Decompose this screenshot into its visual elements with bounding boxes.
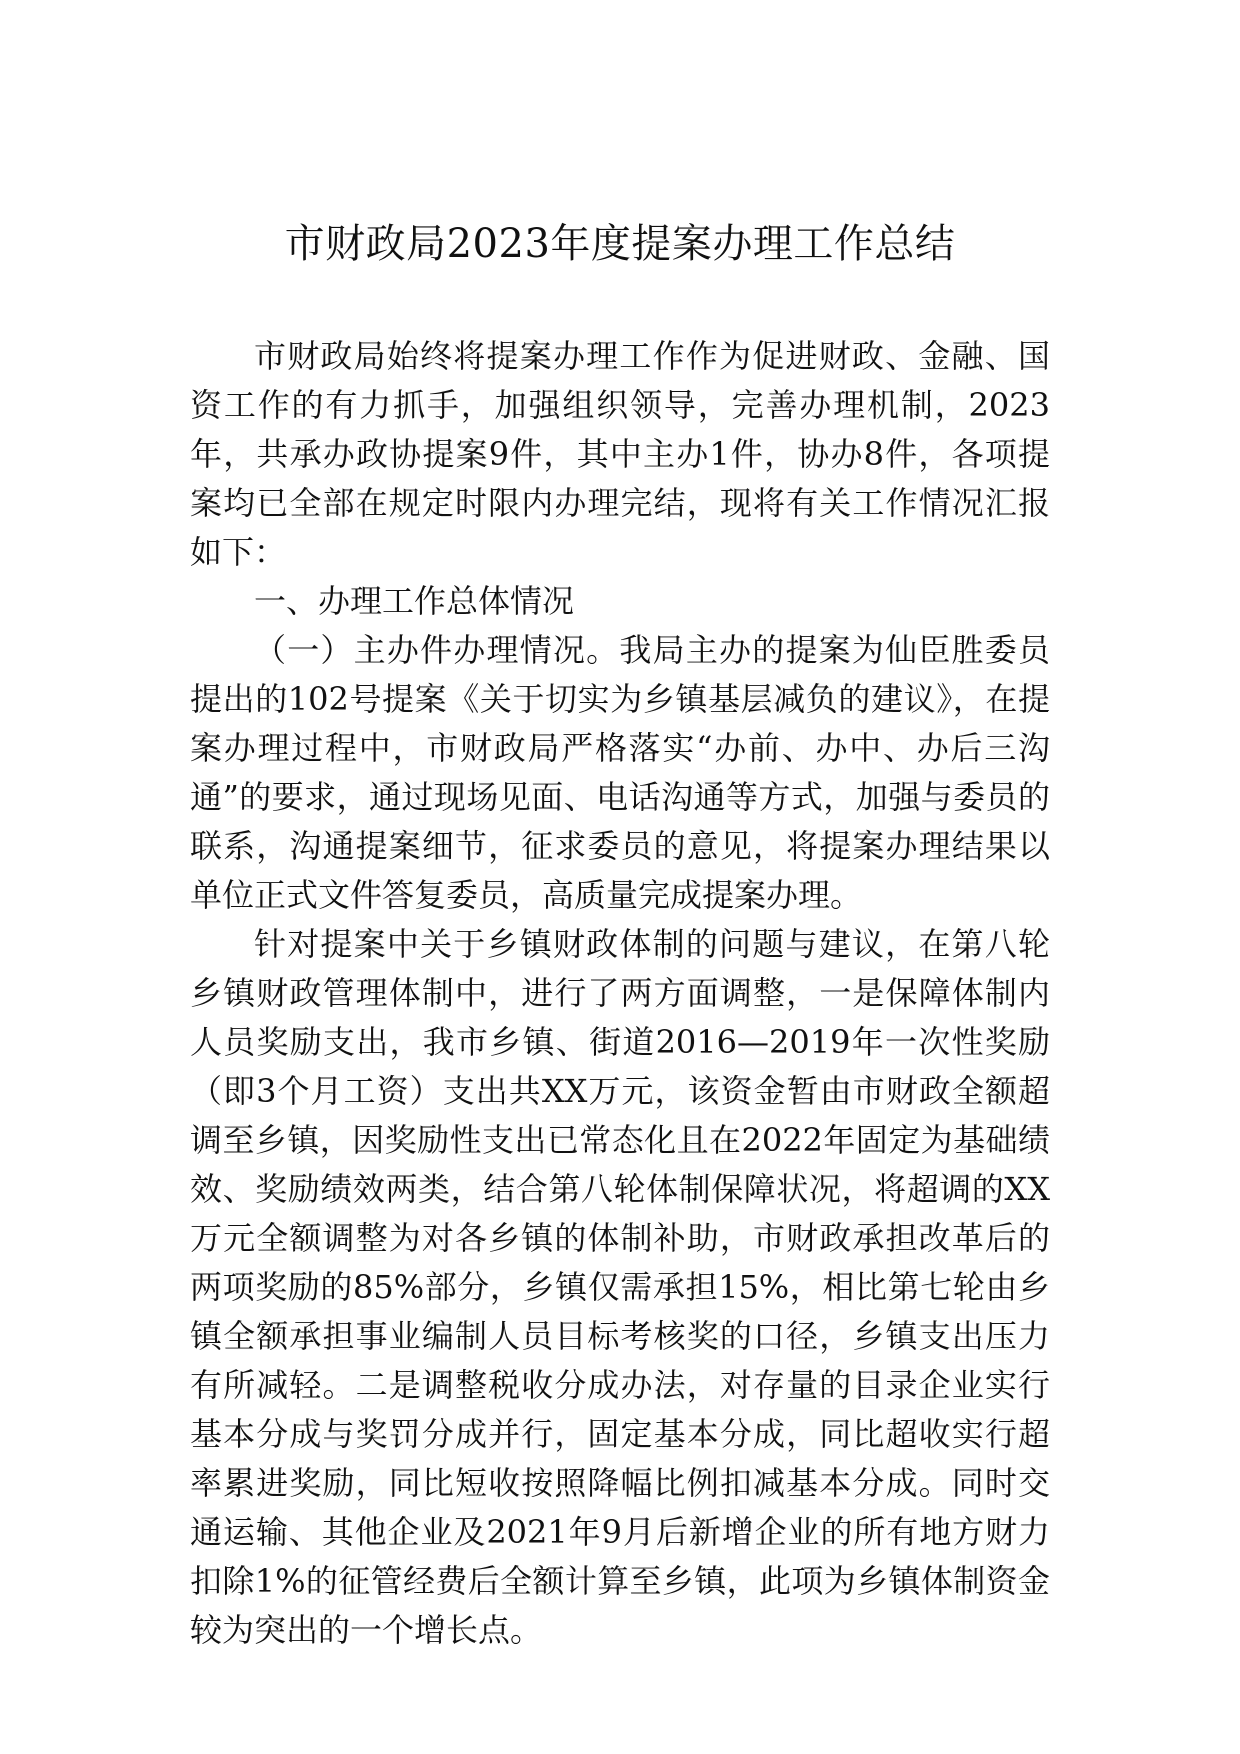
fiscal-system-paragraph: 针对提案中关于乡镇财政体制的问题与建议，在第八轮乡镇财政管理体制中，进行了两方面调整，一是保障体制内人员奖励支出，我市乡镇、街道2016—2019年一次性奖励（即3个月工资）支出共XX万元，该资金暂由市财政全额超调至乡镇，因奖励性支出已常态化且在2022年固定为基础绩效、奖励绩效两类，结合第八轮体制保障状况，将超调的XX万元全额调整为对各乡镇的体制补助，市财政承担改革后的两项奖励的85%部分，乡镇仅需承担15%，相比第七轮由乡镇全额承担事业编制人员目标考核奖的口径，乡镇支出压力有所减轻。二是调整税收分成办法，对存量的目录企业实行基本分成与奖罚分成并行，固定基本分成，同比超收实行超率累进奖励，同比短收按照降幅比例扣减基本分成。同时交通运输、其他企业及2021年9月后新增企业的所有地方财力扣除1%的征管经费后全额计算至乡镇，此项为乡镇体制资金较为突出的一个增长点。 — [190, 925, 1050, 1649]
document-title: 市财政局2023年度提案办理工作总结 — [284, 221, 956, 267]
intro-paragraph: 市财政局始终将提案办理工作作为促进财政、金融、国资工作的有力抓手，加强组织领导，完善办理机制，2023年，共承办政协提案9件，其中主办1件，协办8件，各项提案均已全部在规定时限内办理完结，现将有关工作情况汇报如下： — [190, 337, 1050, 571]
section-heading-overall: 一、办理工作总体情况 — [254, 582, 575, 620]
document-body — [190, 332, 1050, 1655]
subsection-main-case-paragraph: （一）主办件办理情况。我局主办的提案为仙臣胜委员提出的102号提案《关于切实为乡镇基层减负的建议》，在提案办理过程中，市财政局严格落实“办前、办中、办后三沟通”的要求，通过现场见面、电话沟通等方式，加强与委员的联系，沟通提案细节，征求委员的意见，将提案办理结果以单位正式文件答复委员，高质量完成提案办理。 — [190, 631, 1050, 914]
